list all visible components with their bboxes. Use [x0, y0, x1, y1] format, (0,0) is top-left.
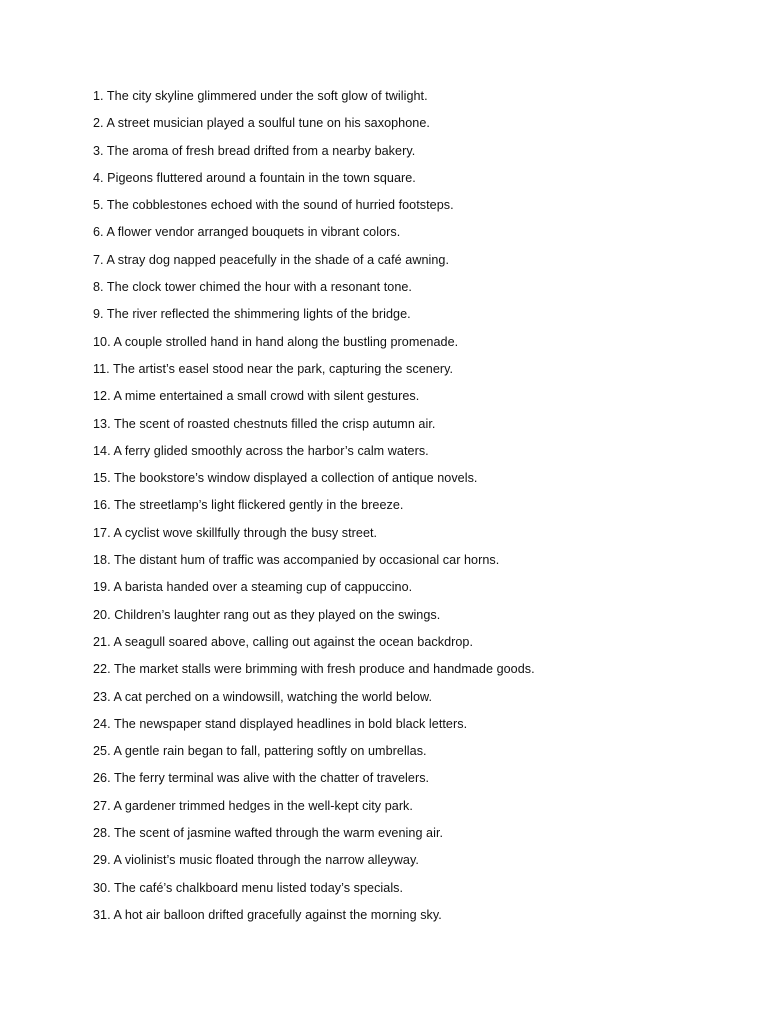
sentence-line: 26. The ferry terminal was alive with the chatter of travelers. [93, 771, 430, 786]
sentence-line: 21. A seagull soared above, calling out against the ocean backdrop. [93, 634, 474, 649]
sentence-line: 29. A violinist’s music floated through the narrow alleyway. [93, 853, 419, 868]
sentence-line: 5. The cobblestones echoed with the sound of hurried footsteps. [93, 198, 454, 213]
sentence-line: 7. A stray dog napped peacefully in the shade of a café awning. [93, 252, 450, 267]
sentence-line: 3. The aroma of fresh bread drifted from a nearby bakery. [93, 143, 416, 158]
sentence-line: 13. The scent of roasted chestnuts filled the crisp autumn air. [93, 416, 436, 431]
sentence-line: 24. The newspaper stand displayed headlines in bold black letters. [93, 716, 468, 731]
sentence-line: 19. A barista handed over a steaming cup of cappuccino. [93, 580, 413, 595]
sentence-line: 25. A gentle rain began to fall, pattering softly on umbrellas. [93, 744, 427, 759]
sentence-line: 9. The river reflected the shimmering lights of the bridge. [93, 307, 411, 322]
sentence-line: 31. A hot air balloon drifted gracefully against the morning sky. [93, 907, 442, 922]
sentence-line: 23. A cat perched on a windowsill, watching the world below. [93, 689, 433, 704]
sentence-line: 20. Children’s laughter rang out as they played on the swings. [93, 607, 441, 622]
sentence-list [93, 86, 535, 932]
sentence-line: 4. Pigeons fluttered around a fountain in the town square. [93, 170, 416, 185]
sentence-line: 8. The clock tower chimed the hour with a resonant tone. [93, 280, 412, 295]
sentence-line: 12. A mime entertained a small crowd with silent gestures. [93, 389, 420, 404]
sentence-line: 28. The scent of jasmine wafted through the warm evening air. [93, 826, 444, 841]
sentence-line: 15. The bookstore’s window displayed a collection of antique novels. [93, 471, 478, 486]
sentence-line: 14. A ferry glided smoothly across the harbor’s calm waters. [93, 443, 429, 458]
sentence-line: 2. A street musician played a soulful tune on his saxophone. [93, 116, 430, 131]
sentence-line: 30. The café’s chalkboard menu listed today’s specials. [93, 880, 404, 895]
sentence-line: 22. The market stalls were brimming with fresh produce and handmade goods. [93, 662, 535, 677]
sentence-line: 16. The streetlamp’s light flickered gently in the breeze. [93, 498, 404, 513]
sentence-line: 10. A couple strolled hand in hand along the bustling promenade. [93, 334, 459, 349]
sentence-line: 17. A cyclist wove skillfully through the busy street. [93, 525, 378, 540]
sentence-line: 27. A gardener trimmed hedges in the well-kept city park. [93, 798, 413, 813]
sentence-line: 18. The distant hum of traffic was accompanied by occasional car horns. [93, 553, 500, 568]
sentence-line: 11. The artist’s easel stood near the park, capturing the scenery. [93, 361, 454, 376]
sentence-line: 6. A flower vendor arranged bouquets in vibrant colors. [93, 225, 401, 240]
sentence-line: 1. The city skyline glimmered under the soft glow of twilight. [93, 89, 428, 103]
